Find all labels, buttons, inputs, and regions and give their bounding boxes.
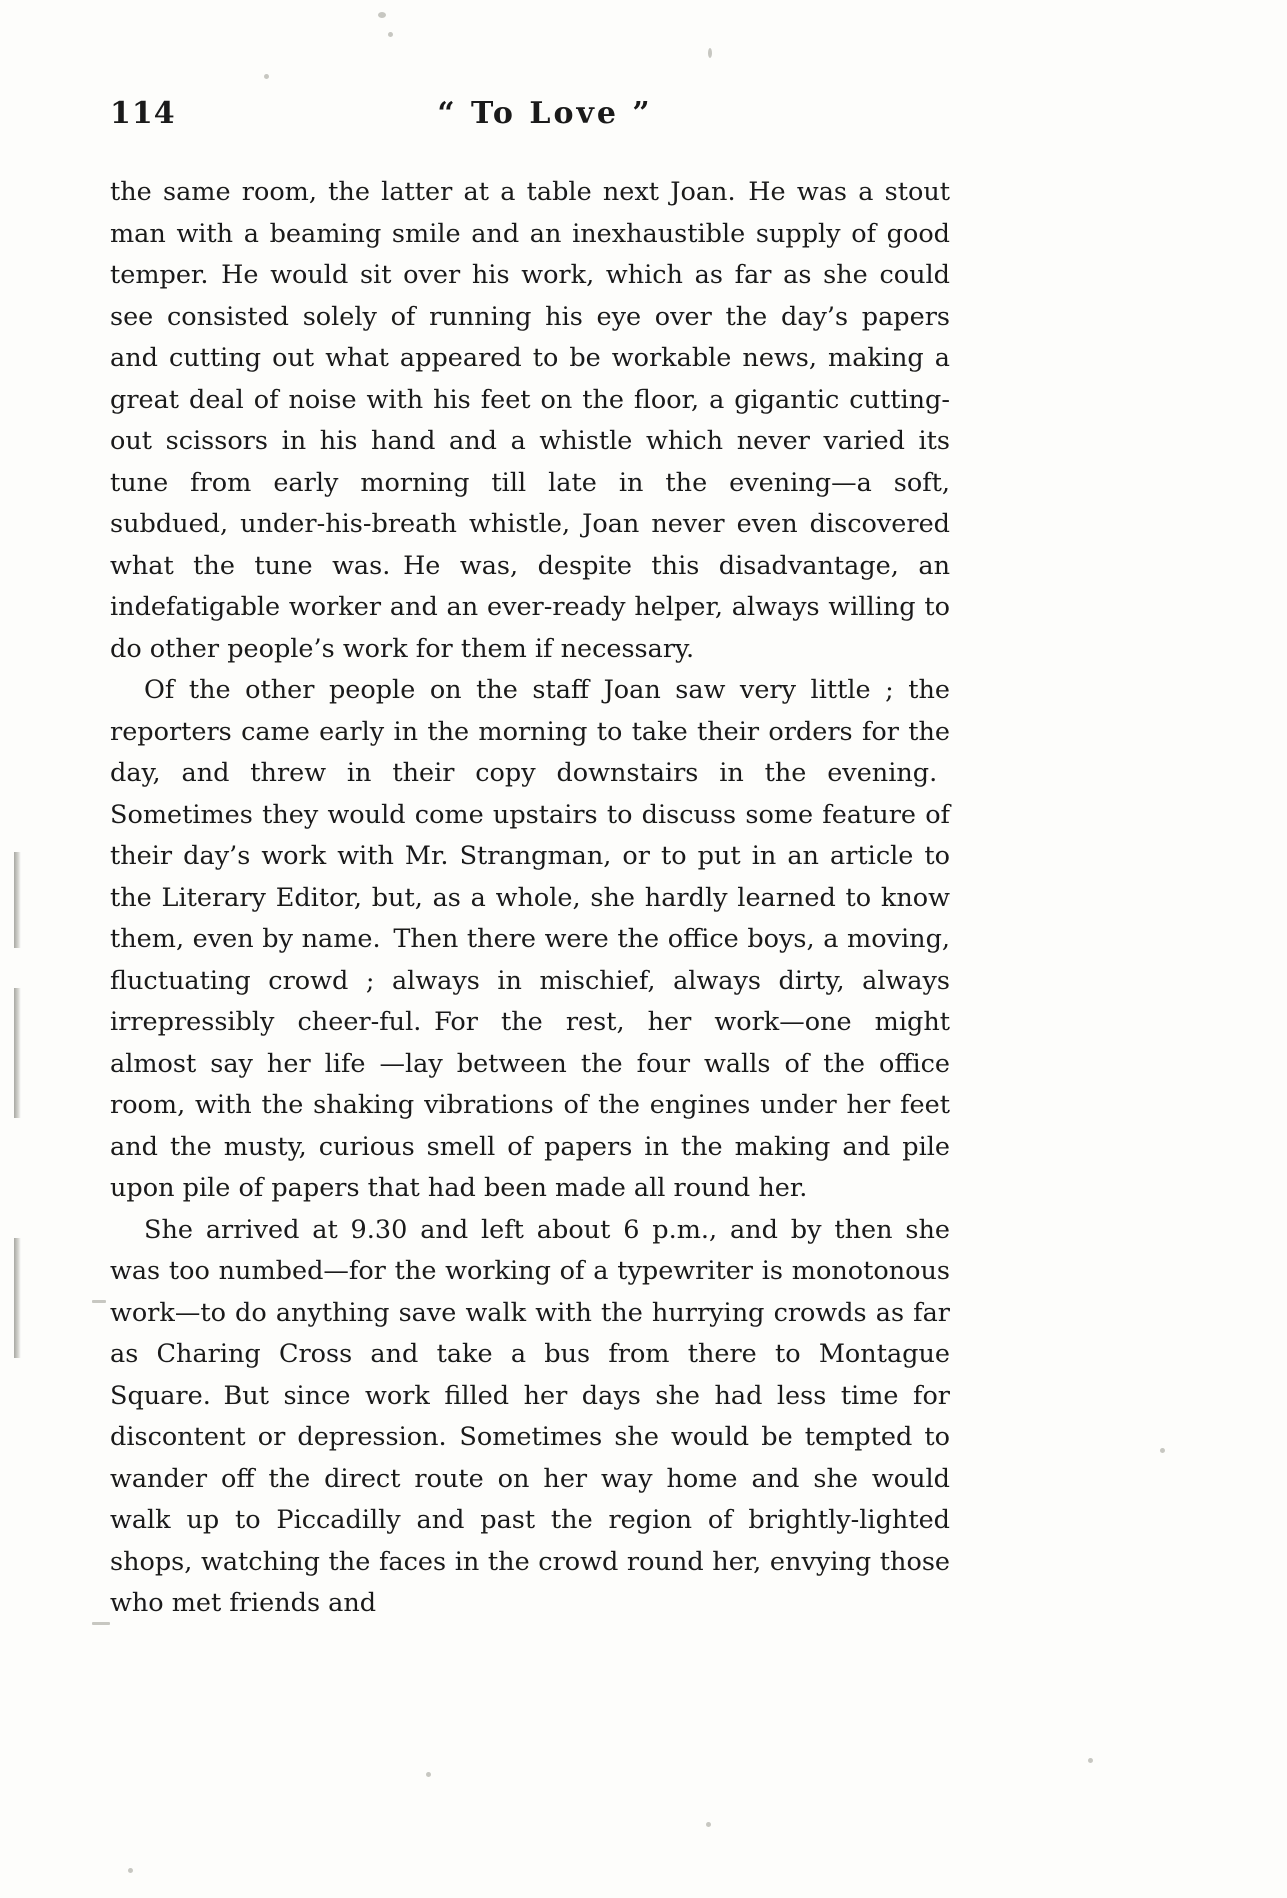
paragraph: She arrived at 9.30 and left about 6 p.m., and by then she was too numbed—for the working of a typewriter is monotonous work—to do anything save walk with the hurrying crowds as far as Charing Cross and take a bus from there to Montague Square. But since work filled her days she had less time for discontent or depression. Sometimes she would be tempted to wander off the direct route on her way home and she would walk up to Piccadilly and past the region of brightly-lighted shops, watching the faces in the crowd round her, envying those who met friends and xyxy=(110,1214,950,1618)
scan-edge-artifact xyxy=(14,988,21,1118)
scan-edge-artifact xyxy=(14,1238,21,1358)
page-content xyxy=(110,0,950,1625)
scan-edge-artifact xyxy=(14,852,21,948)
running-title: “ To Love ” xyxy=(437,96,653,131)
page-header xyxy=(110,96,950,158)
scan-speck xyxy=(92,1622,110,1625)
scan-speck xyxy=(92,1300,106,1303)
page-number: 114 xyxy=(110,96,176,131)
paragraph: Of the other people on the staff Joan saw very little ; the reporters came early in the morning to take their orders for the day, and threw in their copy downstairs in the evening. Sometimes they would come upstairs to discuss some feature of their day’s work with Mr. Strangman, or to put in an article to the Literary Editor, but, as a whole, she hardly learned to know them, even by name. Then there were the office boys, a moving, fluctuating crowd ; always in mischief, always dirty, always irrepressibly cheer-ful. For the rest, her work—one might almost say her life —lay between the four walls of the office room, with the shaking vibrations of the engines under her feet and the musty, curious smell of papers in the making and pile upon pile of papers that had been made all round her. xyxy=(110,675,950,1203)
scan-speck xyxy=(1160,1448,1165,1453)
paragraph: the same room, the latter at a table next Joan. He was a stout man with a beaming smile and an inexhaustible supply of good temper. He would sit over his work, which as far as she could see consisted solely of running his eye over the day’s papers and cutting out what appeared to be workable news, making a great deal of noise with his feet on the floor, a gigantic cutting-out scissors in his hand and a whistle which never varied its tune from early morning till late in the evening—a soft, subdued, under-his-breath whistle, Joan never even discovered what the tune was. He was, despite this disadvantage, an indefatigable worker and an ever-ready helper, always willing to do other people’s work for them if necessary. xyxy=(110,177,950,664)
scan-speck xyxy=(426,1772,431,1777)
scan-speck xyxy=(706,1822,711,1827)
scan-speck xyxy=(128,1868,133,1873)
body-text xyxy=(110,172,950,1625)
scan-speck xyxy=(1088,1758,1093,1763)
